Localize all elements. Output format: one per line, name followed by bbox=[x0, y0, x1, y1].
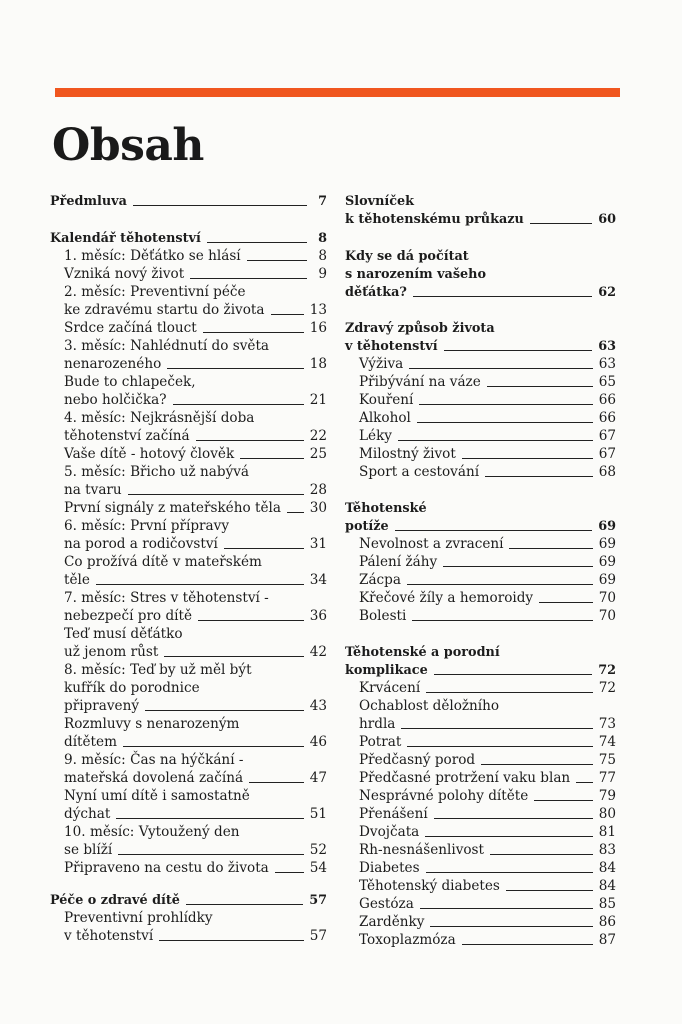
toc-left-entry bbox=[64, 625, 327, 643]
leader-line bbox=[123, 746, 304, 747]
toc-right-entry bbox=[359, 769, 616, 787]
entry-title: První signály z mateřského těla bbox=[64, 500, 281, 516]
entry-title: připravený bbox=[64, 698, 140, 714]
page-number: 77 bbox=[598, 770, 616, 786]
entry-title: kufřík do porodnice bbox=[64, 680, 200, 696]
entry-title: dýchat bbox=[64, 806, 111, 822]
leader-line bbox=[173, 404, 304, 405]
page-number: 68 bbox=[598, 464, 616, 480]
toc-right-entry bbox=[359, 931, 616, 949]
leader-line bbox=[247, 260, 307, 261]
toc-left-entry bbox=[64, 463, 327, 481]
page-number: 63 bbox=[598, 339, 616, 354]
entry-title: mateřská dovolená začíná bbox=[64, 770, 244, 786]
leader-line bbox=[506, 890, 593, 891]
leader-line bbox=[407, 584, 593, 585]
entry-title: Předčasný porod bbox=[359, 752, 476, 768]
entry-title: v těhotenství bbox=[345, 339, 438, 354]
leader-line bbox=[487, 386, 593, 387]
entry-title: Těhotenské bbox=[345, 501, 427, 516]
toc-right-entry bbox=[359, 877, 616, 895]
toc-left-entry bbox=[64, 391, 327, 409]
leader-line bbox=[145, 710, 304, 711]
entry-title: nenarozeného bbox=[64, 356, 162, 372]
entry-title: dítětem bbox=[64, 734, 117, 750]
entry-title: Co prožívá dítě v mateřském bbox=[64, 554, 262, 570]
leader-line bbox=[395, 530, 593, 531]
page-number: 65 bbox=[598, 374, 616, 390]
leader-line bbox=[485, 476, 593, 477]
leader-line bbox=[224, 548, 304, 549]
leader-line bbox=[164, 656, 303, 657]
entry-title: Těhotenské a porodní bbox=[345, 645, 500, 660]
page-number: 75 bbox=[598, 752, 616, 768]
accent-bar bbox=[55, 88, 620, 97]
toc-right-entry bbox=[345, 499, 616, 517]
toc-left-entry bbox=[64, 301, 327, 319]
entry-title: Alkohol bbox=[359, 410, 411, 426]
entry-title: s narozením vašeho bbox=[345, 267, 487, 282]
toc-left-entry bbox=[50, 891, 327, 909]
leader-line bbox=[287, 512, 304, 513]
toc-right-entry bbox=[359, 823, 616, 841]
page-number: 69 bbox=[598, 536, 616, 552]
entry-title: Přibývání na váze bbox=[359, 374, 481, 390]
toc-left-entry bbox=[64, 589, 327, 607]
entry-title: Kalendář těhotenství bbox=[50, 231, 201, 246]
toc-right-entry bbox=[359, 445, 616, 463]
toc-left-entry bbox=[64, 247, 327, 265]
page-number: 84 bbox=[598, 860, 616, 876]
entry-title: potíže bbox=[345, 519, 389, 534]
leader-line bbox=[401, 728, 592, 729]
toc-left-entry bbox=[64, 805, 327, 823]
toc-right-entry bbox=[359, 589, 616, 607]
leader-line bbox=[413, 296, 592, 297]
page-number: 63 bbox=[598, 356, 616, 372]
entry-title: Připraveno na cestu do života bbox=[64, 860, 269, 876]
page-number: 60 bbox=[598, 212, 616, 227]
entry-title: Nevolnost a zvracení bbox=[359, 536, 504, 552]
page-number: 84 bbox=[598, 878, 616, 894]
toc-left-entry bbox=[64, 373, 327, 391]
page-number: 46 bbox=[309, 734, 327, 750]
entry-title: Preventivní prohlídky bbox=[64, 910, 213, 926]
entry-title: 7. měsíc: Stres v těhotenství - bbox=[64, 590, 269, 606]
page-number: 30 bbox=[309, 500, 327, 516]
leader-line bbox=[534, 800, 592, 801]
toc-left-entry bbox=[64, 319, 327, 337]
toc-right-entry bbox=[359, 427, 616, 445]
leader-line bbox=[419, 404, 592, 405]
entry-title: Pálení žáhy bbox=[359, 554, 438, 570]
leader-line bbox=[434, 674, 592, 675]
toc-right-entry bbox=[359, 733, 616, 751]
page-number: 47 bbox=[309, 770, 327, 786]
leader-line bbox=[434, 818, 593, 819]
entry-title: už jenom růst bbox=[64, 644, 159, 660]
page-number: 42 bbox=[309, 644, 327, 660]
leader-line bbox=[116, 818, 303, 819]
toc-left-entry bbox=[64, 769, 327, 787]
leader-line bbox=[198, 620, 304, 621]
page-number: 73 bbox=[598, 716, 616, 732]
entry-title: Bolesti bbox=[359, 608, 407, 624]
entry-title: 8. měsíc: Teď by už měl být bbox=[64, 662, 252, 678]
entry-title: Zácpa bbox=[359, 572, 401, 588]
leader-line bbox=[539, 602, 593, 603]
toc-right-entry bbox=[359, 859, 616, 877]
page-number: 69 bbox=[598, 554, 616, 570]
toc-left-entry bbox=[64, 927, 327, 945]
toc-right-entry bbox=[345, 265, 616, 283]
page-number: 85 bbox=[598, 896, 616, 912]
entry-title: 10. měsíc: Vytoužený den bbox=[64, 824, 240, 840]
toc-right-entry bbox=[359, 571, 616, 589]
toc-right-entry bbox=[359, 751, 616, 769]
page-number: 67 bbox=[598, 428, 616, 444]
toc-right-entry bbox=[359, 787, 616, 805]
entry-title: 2. měsíc: Preventivní péče bbox=[64, 284, 246, 300]
toc-left-entry bbox=[64, 553, 327, 571]
toc-left-entry bbox=[64, 607, 327, 625]
toc-left-entry bbox=[64, 787, 327, 805]
entry-title: se blíží bbox=[64, 842, 113, 858]
entry-title: Kdy se dá počítat bbox=[345, 249, 469, 264]
toc-right-entry bbox=[359, 409, 616, 427]
toc-left-entry bbox=[64, 499, 327, 517]
toc-right-entry bbox=[345, 643, 616, 661]
leader-line bbox=[240, 458, 304, 459]
entry-title: k těhotenskému průkazu bbox=[345, 212, 524, 227]
page-number: 18 bbox=[309, 356, 327, 372]
leader-line bbox=[509, 548, 592, 549]
page-number: 9 bbox=[318, 266, 327, 282]
leader-line bbox=[190, 278, 307, 279]
page-number: 13 bbox=[309, 302, 327, 318]
leader-line bbox=[409, 368, 592, 369]
leader-line bbox=[462, 944, 593, 945]
page-number: 69 bbox=[598, 572, 616, 588]
leader-line bbox=[430, 926, 592, 927]
entry-title: Křečové žíly a hemoroidy bbox=[359, 590, 534, 606]
toc-left-entry bbox=[64, 733, 327, 751]
page-title: Obsah bbox=[52, 120, 204, 171]
entry-title: Vzniká nový život bbox=[64, 266, 185, 282]
leader-line bbox=[186, 904, 303, 905]
entry-title: Potrat bbox=[359, 734, 402, 750]
toc-left-entry bbox=[50, 229, 327, 247]
page-number: 70 bbox=[598, 590, 616, 606]
toc-right-entry bbox=[345, 192, 616, 210]
entry-title: Bude to chlapeček, bbox=[64, 374, 196, 390]
leader-line bbox=[576, 782, 592, 783]
toc-left-entry bbox=[64, 909, 327, 927]
entry-title: Výživa bbox=[359, 356, 404, 372]
entry-title: nebezpečí pro dítě bbox=[64, 608, 192, 624]
leader-line bbox=[203, 332, 304, 333]
toc-right-entry bbox=[359, 841, 616, 859]
leader-line bbox=[417, 422, 593, 423]
leader-line bbox=[271, 314, 304, 315]
toc-right-entry bbox=[359, 805, 616, 823]
entry-title: Gestóza bbox=[359, 896, 414, 912]
toc-left-entry bbox=[64, 751, 327, 769]
page-number: 72 bbox=[598, 663, 616, 678]
page-number: 83 bbox=[598, 842, 616, 858]
entry-title: Slovníček bbox=[345, 194, 415, 209]
leader-line bbox=[462, 458, 593, 459]
entry-title: v těhotenství bbox=[64, 928, 154, 944]
page-number: 57 bbox=[309, 893, 327, 908]
entry-title: Zarděnky bbox=[359, 914, 425, 930]
toc-right-entry bbox=[359, 535, 616, 553]
toc-left-entry bbox=[64, 715, 327, 733]
toc-right-entry bbox=[359, 391, 616, 409]
toc-left-entry bbox=[50, 192, 327, 210]
leader-line bbox=[128, 494, 304, 495]
page-number: 7 bbox=[318, 194, 327, 209]
toc-left-entry bbox=[64, 859, 327, 877]
entry-title: 4. měsíc: Nejkrásnější doba bbox=[64, 410, 255, 426]
entry-title: na porod a rodičovství bbox=[64, 536, 218, 552]
toc-right-entry bbox=[359, 355, 616, 373]
page-number: 81 bbox=[598, 824, 616, 840]
entry-title: 6. měsíc: První přípravy bbox=[64, 518, 230, 534]
page-number: 79 bbox=[598, 788, 616, 804]
page-number: 16 bbox=[309, 320, 327, 336]
leader-line bbox=[444, 350, 593, 351]
toc-right-entry bbox=[359, 913, 616, 931]
page-number: 66 bbox=[598, 410, 616, 426]
page-number: 22 bbox=[309, 428, 327, 444]
leader-line bbox=[443, 566, 593, 567]
entry-title: Ochablost děložního bbox=[359, 698, 500, 714]
leader-line bbox=[407, 746, 592, 747]
page-number: 66 bbox=[598, 392, 616, 408]
leader-line bbox=[490, 854, 593, 855]
page-number: 36 bbox=[309, 608, 327, 624]
leader-line bbox=[275, 872, 304, 873]
leader-line bbox=[481, 764, 593, 765]
entry-title: 9. měsíc: Čas na hýčkání - bbox=[64, 752, 244, 768]
entry-title: Kouření bbox=[359, 392, 414, 408]
entry-title: Péče o zdravé dítě bbox=[50, 893, 180, 908]
toc-left-entry bbox=[64, 517, 327, 535]
page-number: 80 bbox=[598, 806, 616, 822]
toc-right-entry bbox=[359, 607, 616, 625]
page-number: 31 bbox=[309, 536, 327, 552]
toc-right-entry bbox=[345, 319, 616, 337]
entry-title: Srdce začíná tlouct bbox=[64, 320, 197, 336]
toc-left-entry bbox=[64, 571, 327, 589]
leader-line bbox=[426, 692, 592, 693]
page-number: 67 bbox=[598, 446, 616, 462]
page-number: 21 bbox=[309, 392, 327, 408]
toc-left-entry bbox=[64, 409, 327, 427]
entry-title: nebo holčička? bbox=[64, 392, 167, 408]
leader-line bbox=[412, 620, 592, 621]
entry-title: Milostný život bbox=[359, 446, 456, 462]
page-number: 43 bbox=[309, 698, 327, 714]
toc-right-entry bbox=[359, 463, 616, 481]
entry-title: Rozmluvy s nenarozeným bbox=[64, 716, 240, 732]
entry-title: těle bbox=[64, 572, 90, 588]
toc-right-entry bbox=[345, 517, 616, 535]
entry-title: na tvaru bbox=[64, 482, 122, 498]
leader-line bbox=[398, 440, 593, 441]
entry-title: hrdla bbox=[359, 716, 396, 732]
entry-title: Zdravý způsob života bbox=[345, 321, 495, 336]
toc-right-entry bbox=[345, 210, 616, 228]
page-number: 8 bbox=[318, 231, 327, 246]
leader-line bbox=[167, 368, 303, 369]
toc-left-entry bbox=[64, 481, 327, 499]
entry-title: Vaše dítě - hotový člověk bbox=[64, 446, 235, 462]
entry-title: Nyní umí dítě i samostatně bbox=[64, 788, 250, 804]
page-number: 28 bbox=[309, 482, 327, 498]
toc-left-entry bbox=[64, 445, 327, 463]
toc-right-entry bbox=[359, 697, 616, 715]
page-number: 52 bbox=[309, 842, 327, 858]
entry-title: 1. měsíc: Děťátko se hlásí bbox=[64, 248, 241, 264]
leader-line bbox=[133, 205, 307, 206]
entry-title: Rh-nesnášenlivost bbox=[359, 842, 484, 858]
entry-title: komplikace bbox=[345, 663, 428, 678]
entry-title: Toxoplazmóza bbox=[359, 932, 456, 948]
toc-left-entry bbox=[64, 661, 327, 679]
entry-title: Diabetes bbox=[359, 860, 420, 876]
toc-right-entry bbox=[345, 337, 616, 355]
page-number: 70 bbox=[598, 608, 616, 624]
entry-title: Přenášení bbox=[359, 806, 428, 822]
toc-right-entry bbox=[359, 373, 616, 391]
leader-line bbox=[426, 872, 593, 873]
toc-right-entry bbox=[359, 895, 616, 913]
page-number: 87 bbox=[598, 932, 616, 948]
page-number: 62 bbox=[598, 285, 616, 300]
leader-line bbox=[96, 584, 304, 585]
page-number: 57 bbox=[309, 928, 327, 944]
entry-title: ke zdravému startu do života bbox=[64, 302, 265, 318]
leader-line bbox=[118, 854, 303, 855]
toc-right-entry bbox=[345, 247, 616, 265]
toc-left-entry bbox=[64, 841, 327, 859]
toc-left-entry bbox=[64, 679, 327, 697]
entry-title: Krvácení bbox=[359, 680, 421, 696]
leader-line bbox=[196, 440, 304, 441]
leader-line bbox=[420, 908, 593, 909]
entry-title: Léky bbox=[359, 428, 392, 444]
leader-line bbox=[207, 242, 307, 243]
page-number: 54 bbox=[309, 860, 327, 876]
leader-line bbox=[249, 782, 304, 783]
entry-title: Sport a cestování bbox=[359, 464, 480, 480]
entry-title: děťátka? bbox=[345, 285, 407, 300]
entry-title: Dvojčata bbox=[359, 824, 420, 840]
page-number: 8 bbox=[318, 248, 327, 264]
toc-left-entry bbox=[64, 427, 327, 445]
toc-right-entry bbox=[359, 553, 616, 571]
toc-left-entry bbox=[64, 643, 327, 661]
toc-right-entry bbox=[345, 283, 616, 301]
leader-line bbox=[425, 836, 592, 837]
entry-title: Těhotenský diabetes bbox=[359, 878, 500, 894]
toc-left-entry bbox=[64, 697, 327, 715]
toc-left-entry bbox=[64, 283, 327, 301]
leader-line bbox=[159, 940, 304, 941]
entry-title: 5. měsíc: Břicho už nabývá bbox=[64, 464, 250, 480]
page-number: 69 bbox=[598, 519, 616, 534]
page-number: 72 bbox=[598, 680, 616, 696]
entry-title: Předčasné protržení vaku blan bbox=[359, 770, 571, 786]
page-number: 34 bbox=[309, 572, 327, 588]
entry-title: 3. měsíc: Nahlédnutí do světa bbox=[64, 338, 270, 354]
toc-right-entry bbox=[359, 715, 616, 733]
toc-left-entry bbox=[64, 265, 327, 283]
toc-left-entry bbox=[64, 535, 327, 553]
toc-right-entry bbox=[345, 661, 616, 679]
toc-left-entry bbox=[64, 355, 327, 373]
page-number: 51 bbox=[309, 806, 327, 822]
page-number: 74 bbox=[598, 734, 616, 750]
entry-title: Nesprávné polohy dítěte bbox=[359, 788, 529, 804]
page-number: 25 bbox=[309, 446, 327, 462]
toc-left-entry bbox=[64, 823, 327, 841]
entry-title: Teď musí děťátko bbox=[64, 626, 183, 642]
entry-title: Předmluva bbox=[50, 194, 127, 209]
toc-right-entry bbox=[359, 679, 616, 697]
leader-line bbox=[530, 223, 592, 224]
entry-title: těhotenství začíná bbox=[64, 428, 190, 444]
toc-left-entry bbox=[64, 337, 327, 355]
page-number: 86 bbox=[598, 914, 616, 930]
